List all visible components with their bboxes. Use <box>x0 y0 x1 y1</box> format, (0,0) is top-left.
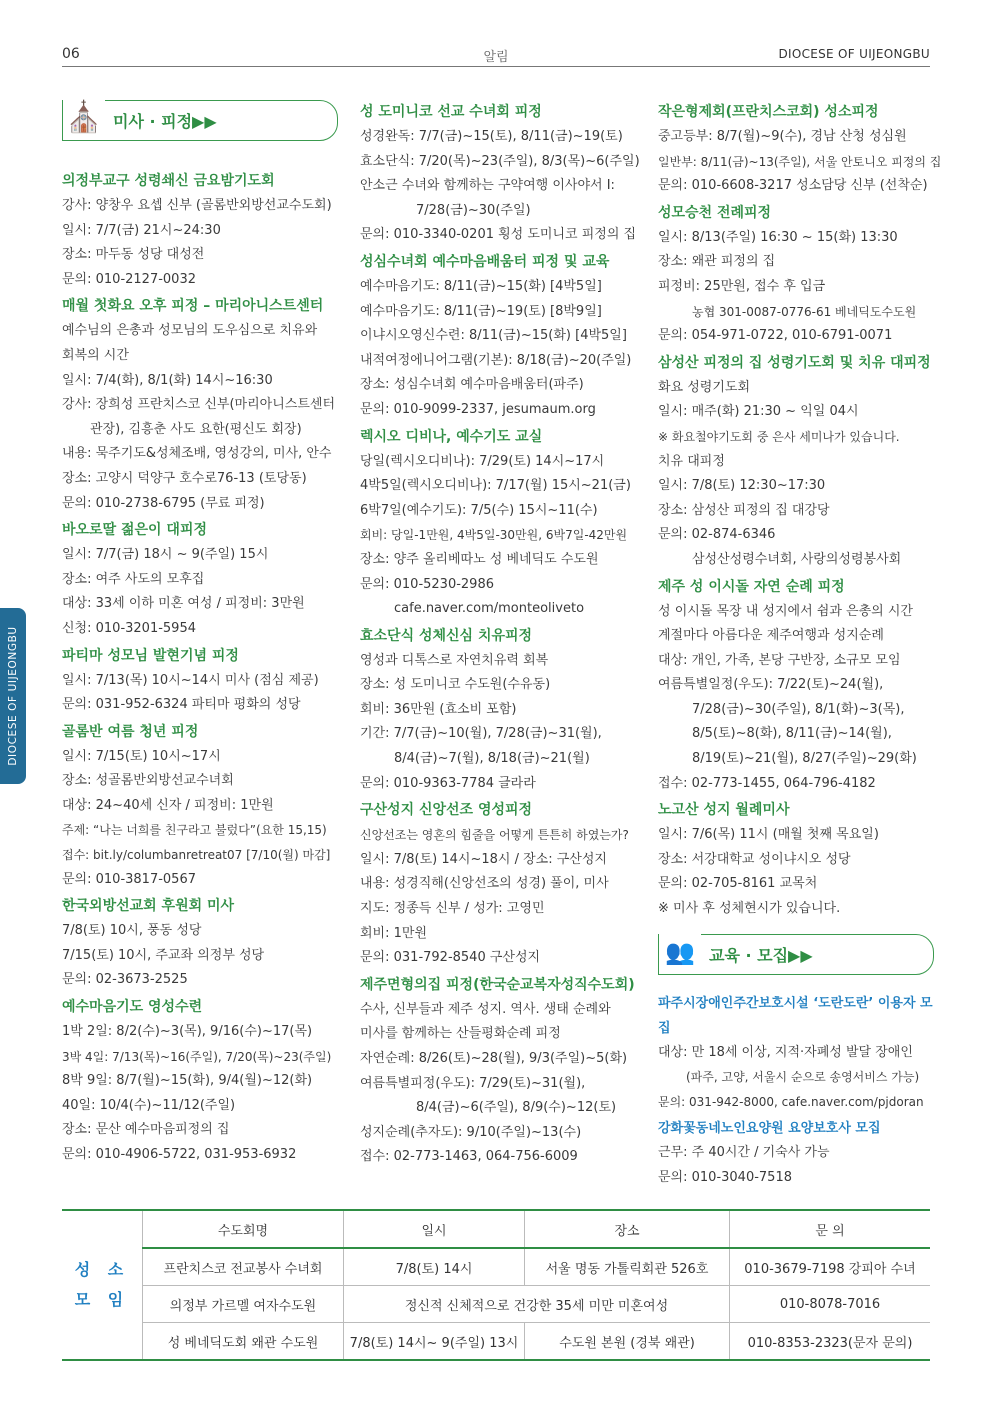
notice-line: 7/15(토) 10시, 주교좌 의정부 성당 <box>62 947 265 963</box>
notice-line: 내용: 묵주기도&성체조배, 영성강의, 미사, 안수 <box>62 446 332 462</box>
notice-line: 예수님의 은총과 성모님의 도우심으로 치유와 <box>62 323 318 339</box>
notice-block <box>62 894 338 993</box>
vocation-gathering-table <box>62 1209 930 1361</box>
publication-name: DIOCESE OF UIJEONGBU <box>778 47 930 61</box>
notice-line: 일시: 8/13(주일) 16:30 ~ 15(화) 13:30 <box>658 229 898 245</box>
notice-line: 화요 성령기도회 <box>658 379 751 395</box>
notice-line: 내용: 성경직해(신앙선조의 성경) 풀이, 미사 <box>360 876 609 892</box>
table-cell: 서울 명동 가톨릭회관 526호 <box>525 1248 730 1286</box>
notice-line: 이냐시오영신수련: 8/11(금)~15(화) [4박5일] <box>360 328 627 344</box>
table-cell: 프란치스코 전교봉사 수녀회 <box>143 1248 344 1286</box>
notice-title: 의정부교구 성령쇄신 금요밤기도회 <box>62 173 275 189</box>
column-header: 일시 <box>344 1210 525 1248</box>
notice-line: 일시: 7/13(목) 10시~14시 미사 (점심 제공) <box>62 672 319 688</box>
notice-line: 치유 대피정 <box>658 453 725 469</box>
side-tab-label: DIOCESE OF UIJEONGBU <box>7 626 19 766</box>
notice-block <box>658 100 942 199</box>
education-recruit-badge <box>658 934 934 975</box>
table-lead-line: 성 소 <box>74 1260 130 1279</box>
notice-line: 접수: 02-773-1463, 064-756-6009 <box>360 1149 578 1165</box>
table-lead-label <box>62 1210 143 1360</box>
notice-line: 근무: 주 40시간 / 기숙사 가능 <box>658 1145 830 1161</box>
notice-line: 일시: 7/8(토) 12:30~17:30 <box>658 478 826 494</box>
notice-line: 성 이시돌 목장 내 성지에서 쉼과 은총의 시간 <box>658 603 913 619</box>
notice-line: 농협 301-0087-0776-61 베네딕도수도원 <box>692 304 917 319</box>
table-cell: 의정부 가르멜 여자수도원 <box>143 1286 344 1323</box>
education-recruit-label: 교육 · 모집▶▶ <box>709 945 813 965</box>
notice-line: 8박 9일: 8/7(월)~15(화), 9/4(월)~12(화) <box>62 1073 313 1089</box>
notice-line: cafe.naver.com/monteoliveto <box>394 601 585 617</box>
table-cell: 7/8(토) 14시 <box>344 1248 525 1286</box>
notice-line: 내적여정에니어그램(기본): 8/18(금)~20(주일) <box>360 352 632 368</box>
notice-line: 문의: 010-3817-0567 <box>62 871 196 887</box>
notice-line: 안소근 수녀와 함께하는 구약여행 이사야서 I: <box>360 178 615 194</box>
notice-line: 장소: 성 도미니코 수도원(수유동) <box>360 677 551 693</box>
notice-title: 효소단식 성체신심 치유피정 <box>360 627 533 644</box>
notice-block <box>62 720 338 893</box>
notice-title: 렉시오 디비나, 예수기도 교실 <box>360 428 543 445</box>
notice-line: 회비: 1만원 <box>360 925 428 941</box>
notice-line: 장소: 문산 예수마음피정의 집 <box>62 1122 230 1138</box>
notice-line: 일시: 7/15(토) 10시~17시 <box>62 748 221 764</box>
notice-line: 회비: 당일-1만원, 4박5일-30만원, 6박7일-42만원 <box>360 528 628 543</box>
notice-block <box>62 294 338 516</box>
notice-line: 수사, 신부들과 제주 성지. 역사. 생태 순례와 <box>360 1001 611 1017</box>
notice-line: 문의: 031-952-6324 파티마 평화의 성당 <box>62 697 301 713</box>
table-lead-line: 모 임 <box>74 1290 130 1309</box>
notice-title: 삼성산 피정의 집 성령기도회 및 치유 대피정 <box>658 354 931 371</box>
notice-line: 문의: 02-705-8161 교목처 <box>658 876 818 892</box>
notice-line: 장소: 서강대학교 성이냐시오 성당 <box>658 851 851 867</box>
notice-line: 문의: 010-2127-0032 <box>62 271 196 287</box>
notice-title: 성심수녀회 예수마음배움터 피정 및 교육 <box>360 253 610 270</box>
church-icon: ⛪ <box>63 97 105 139</box>
notice-block <box>658 351 934 573</box>
table-cell: 010-8353-2323(문자 문의) <box>730 1323 931 1361</box>
table-cell: 성 베네딕도회 왜관 수도원 <box>143 1323 344 1361</box>
table-cell: 7/8(토) 14시~ 9(주일) 13시 <box>344 1323 525 1361</box>
mass-retreat-label: 미사 · 피정▶▶ <box>113 112 217 131</box>
notice-line: 장소: 왜관 피정의 집 <box>658 254 776 270</box>
section-name: 알림 <box>483 50 509 65</box>
notice-line: 문의: 010-6608-3217 성소담당 신부 (선착순) <box>658 178 928 194</box>
notice-block <box>360 100 640 248</box>
notice-line: 문의: 02-874-6346 <box>658 527 776 543</box>
notice-line: 7/28(금)~30(주일) <box>416 202 531 218</box>
notice-line: 문의: 031-942-8000, cafe.naver.com/pjdoran <box>658 1094 924 1109</box>
notice-line: 8/4(금)~6(주일), 8/9(수)~12(토) <box>416 1100 617 1116</box>
notice-title: 파티마 성모님 발현기념 피정 <box>62 647 239 664</box>
notice-line: 문의: 010-5230-2986 <box>360 576 494 592</box>
notice-line: 8/4(금)~7(월), 8/18(금)~21(월) <box>394 751 590 767</box>
notice-block <box>658 201 934 349</box>
notice-block <box>62 169 338 292</box>
notice-block <box>360 250 636 423</box>
notice-title: 작은형제회(프란치스코회) 성소피정 <box>658 104 879 120</box>
notice-title: 노고산 성지 월례미사 <box>658 802 790 819</box>
notice-line: 중고등부: 8/7(월)~9(수), 경남 산청 성심원 <box>658 129 907 144</box>
notice-line: 4박5일(렉시오디비나): 7/17(월) 15시~21(금) <box>360 478 631 494</box>
notice-line: 대상: 24~40세 신자 / 피정비: 1만원 <box>62 797 274 813</box>
notice-title: 한국외방선교회 후원회 미사 <box>62 898 235 915</box>
notice-line: 문의: 010-3340-0201 횡성 도미니코 피정의 집 <box>360 227 637 243</box>
notice-line: 장소: 성골롬반외방선교수녀회 <box>62 773 234 789</box>
notice-line: 일시: 7/6(목) 11시 (매월 첫째 목요일) <box>658 827 879 843</box>
table-cell: 수도원 본원 (경북 왜관) <box>525 1323 730 1361</box>
notice-line: 장소: 삼성산 피정의 집 대강당 <box>658 502 830 518</box>
notice-block <box>658 991 934 1115</box>
notice-title: 매월 첫화요 오후 피정 – 마리아니스트센터 <box>62 298 324 315</box>
notice-line: 관장), 김흥춘 사도 요한(평신도 회장) <box>90 421 302 437</box>
notice-line: 영성과 디톡스로 자연치유력 회복 <box>360 652 549 668</box>
column-2 <box>360 98 640 1170</box>
notice-line: 40일: 10/4(수)~11/12(주일) <box>62 1097 236 1113</box>
notice-block <box>62 995 338 1168</box>
notice-line: 계절마다 아름다운 제주여행과 성지순례 <box>658 628 884 644</box>
notice-line: 장소: 마두동 성당 대성전 <box>62 247 205 263</box>
column-header: 수도회명 <box>143 1210 344 1248</box>
column-header: 문 의 <box>730 1210 931 1248</box>
notice-line: 강사: 양창우 요셉 신부 (골롬반외방선교수도회) <box>62 198 332 213</box>
notice-line: 3박 4일: 7/13(목)~16(주일), 7/20(목)~23(주일) <box>62 1049 332 1064</box>
notice-block <box>658 575 934 797</box>
notice-title: 구산성지 신앙선조 영성피정 <box>360 802 533 819</box>
table-row <box>62 1286 930 1323</box>
notice-line: 일시: 매주(화) 21:30 ~ 익일 04시 <box>658 404 859 420</box>
notice-line: 일반부: 8/11(금)~13(주일), 서울 안토니오 피정의 집 <box>658 154 942 169</box>
notice-line: 8/5(토)~8(화), 8/11(금)~14(월), <box>692 726 892 742</box>
notice-line: 성경완독: 7/7(금)~15(토), 8/11(금)~19(토) <box>360 129 623 144</box>
notice-block <box>658 798 934 921</box>
column-1 <box>62 98 338 1168</box>
notice-block <box>360 624 636 797</box>
notice-title: 바오로딸 젊은이 대피정 <box>62 522 207 539</box>
notice-line: 문의: 02-3673-2525 <box>62 972 188 988</box>
notice-line: 일시: 7/7(금) 21시~24:30 <box>62 222 221 238</box>
notice-line: 미사를 함께하는 산들평화순례 피정 <box>360 1026 561 1042</box>
notice-line: 여름특별피정(우도): 7/29(토)~31(월), <box>360 1075 586 1091</box>
notice-line: 당일(렉시오디비나): 7/29(토) 14시~17시 <box>360 453 605 469</box>
notice-line: 7/8(토) 10시, 풍동 성당 <box>62 923 202 939</box>
notice-line: 문의: 010-4906-5722, 031-953-6932 <box>62 1147 297 1162</box>
notice-line: 접수: 02-773-1455, 064-796-4182 <box>658 775 876 791</box>
notice-line: 1박 2일: 8/2(수)~3(목), 9/16(수)~17(목) <box>62 1024 313 1040</box>
notice-block <box>360 798 636 971</box>
table-cell: 010-3679-7198 강피아 수녀 <box>730 1248 931 1286</box>
notice-line: 피정비: 25만원, 접수 후 입금 <box>658 278 826 294</box>
notice-line: 장소: 여주 사도의 모후집 <box>62 571 205 587</box>
page-number: 06 <box>62 46 80 62</box>
mass-retreat-badge <box>62 100 338 141</box>
notice-line: 신청: 010-3201-5954 <box>62 620 196 636</box>
notice-line: 문의: 031-792-8540 구산성지 <box>360 950 541 966</box>
notice-title: 강화꽃동네노인요양원 요양보호사 모집 <box>658 1121 881 1137</box>
table-row <box>62 1323 930 1361</box>
people-group-icon: 👥 <box>659 931 701 973</box>
notice-title: 제주 성 이시돌 자연 순례 피정 <box>658 578 845 595</box>
notice-block <box>360 973 636 1170</box>
notice-title: 성모승천 전례피정 <box>658 204 772 221</box>
notice-title: 성 도미니코 선교 수녀회 피정 <box>360 104 542 120</box>
side-tab <box>0 608 26 784</box>
table-header-row <box>62 1210 930 1248</box>
notice-line: 장소: 고양시 덕양구 호수로76-13 (토당동) <box>62 470 307 486</box>
notice-block <box>62 518 338 641</box>
notice-line: 문의: 010-9099-2337, jesumaum.org <box>360 401 596 417</box>
notice-line: 회복의 시간 <box>62 347 129 363</box>
notice-line: 7/28(금)~30(주일), 8/1(화)~3(목), <box>692 701 905 717</box>
notice-line: ※ 화요철야기도회 중 은사 세미나가 있습니다. <box>658 429 900 444</box>
notice-line: 8/19(토)~21(월), 8/27(주일)~29(화) <box>692 751 917 767</box>
notice-title: 골롬반 여름 청년 피정 <box>62 723 199 740</box>
table-cell: 정신적 신체적으로 건강한 35세 미만 미혼여성 <box>344 1286 730 1323</box>
page-header <box>62 44 930 67</box>
notice-line: 6박7일(예수기도): 7/5(수) 15시~11(수) <box>360 502 598 518</box>
notice-line: 장소: 성심수녀회 예수마음배움터(파주) <box>360 377 584 393</box>
column-3 <box>658 98 942 1191</box>
notice-line: 문의: 010-2738-6795 (무료 피정) <box>62 495 265 511</box>
notice-line: 회비: 36만원 (효소비 포함) <box>360 701 517 717</box>
table-cell: 010-8078-7016 <box>730 1286 931 1323</box>
notice-line: 대상: 33세 이하 미혼 여성 / 피정비: 3만원 <box>62 596 305 612</box>
notice-line: 대상: 개인, 가족, 본당 구반장, 소규모 모임 <box>658 652 901 668</box>
notice-line: 일시: 7/4(화), 8/1(화) 14시~16:30 <box>62 372 273 388</box>
notice-line: 문의: 010-3040-7518 <box>658 1170 792 1185</box>
notice-title: 파주시장애인주간보호시설 ‘도란도란’ 이용자 모집 <box>658 995 933 1036</box>
notice-line: 예수마음기도: 8/11(금)~19(토) [8박9일] <box>360 303 602 319</box>
notice-line: 여름특별일정(우도): 7/22(토)~24(월), <box>658 677 884 693</box>
notice-line: 문의: 010-9363-7784 글라라 <box>360 775 536 791</box>
notice-line: 주제: “나는 너희를 친구라고 불렀다”(요한 15,15) <box>62 823 327 838</box>
notice-line: 문의: 054-971-0722, 010-6791-0071 <box>658 328 893 344</box>
notice-line: 지도: 정종득 신부 / 성가: 고영민 <box>360 901 545 917</box>
notice-title: 제주면형의집 피정(한국순교복자성직수도회) <box>360 976 635 993</box>
notice-line: 장소: 양주 올리베따노 성 베네딕도 수도원 <box>360 551 599 567</box>
notice-line: (파주, 고양, 서울시 순으로 송영서비스 가능) <box>686 1070 920 1085</box>
notice-block <box>658 1116 934 1190</box>
notice-line: 일시: 7/8(토) 14시~18시 / 장소: 구산성지 <box>360 851 607 867</box>
notice-line: 신앙선조는 영혼의 힘줄을 어떻게 튼튼히 하였는가? <box>360 828 629 843</box>
notice-line: 기간: 7/7(금)~10(월), 7/28(금)~31(월), <box>360 726 602 742</box>
notice-line: 강사: 장희성 프란치스코 신부(마리아니스트센터 <box>62 397 336 413</box>
notice-block <box>360 425 636 622</box>
notice-block <box>62 644 338 718</box>
notice-line: 접수: bit.ly/columbanretreat07 [7/10(월) 마감] <box>62 848 331 863</box>
notice-line: 일시: 7/7(금) 18시 ~ 9(주일) 15시 <box>62 547 269 563</box>
notice-line: 자연순례: 8/26(토)~28(월), 9/3(주일)~5(화) <box>360 1051 628 1066</box>
column-header: 장소 <box>525 1210 730 1248</box>
table-row <box>62 1248 930 1286</box>
notice-line: 효소단식: 7/20(목)~23(주일), 8/3(목)~6(주일) <box>360 153 640 169</box>
notice-line: 삼성산성령수녀회, 사랑의성령봉사회 <box>692 551 902 567</box>
notice-title: 예수마음기도 영성수련 <box>62 999 203 1016</box>
notice-line: 성지순례(추자도): 9/10(주일)~13(수) <box>360 1124 582 1140</box>
notice-line: ※ 미사 후 성체현시가 있습니다. <box>658 901 841 917</box>
notice-line: 대상: 만 18세 이상, 지적·자폐성 발달 장애인 <box>658 1044 913 1060</box>
notice-line: 예수마음기도: 8/11(금)~15(화) [4박5일] <box>360 278 602 294</box>
